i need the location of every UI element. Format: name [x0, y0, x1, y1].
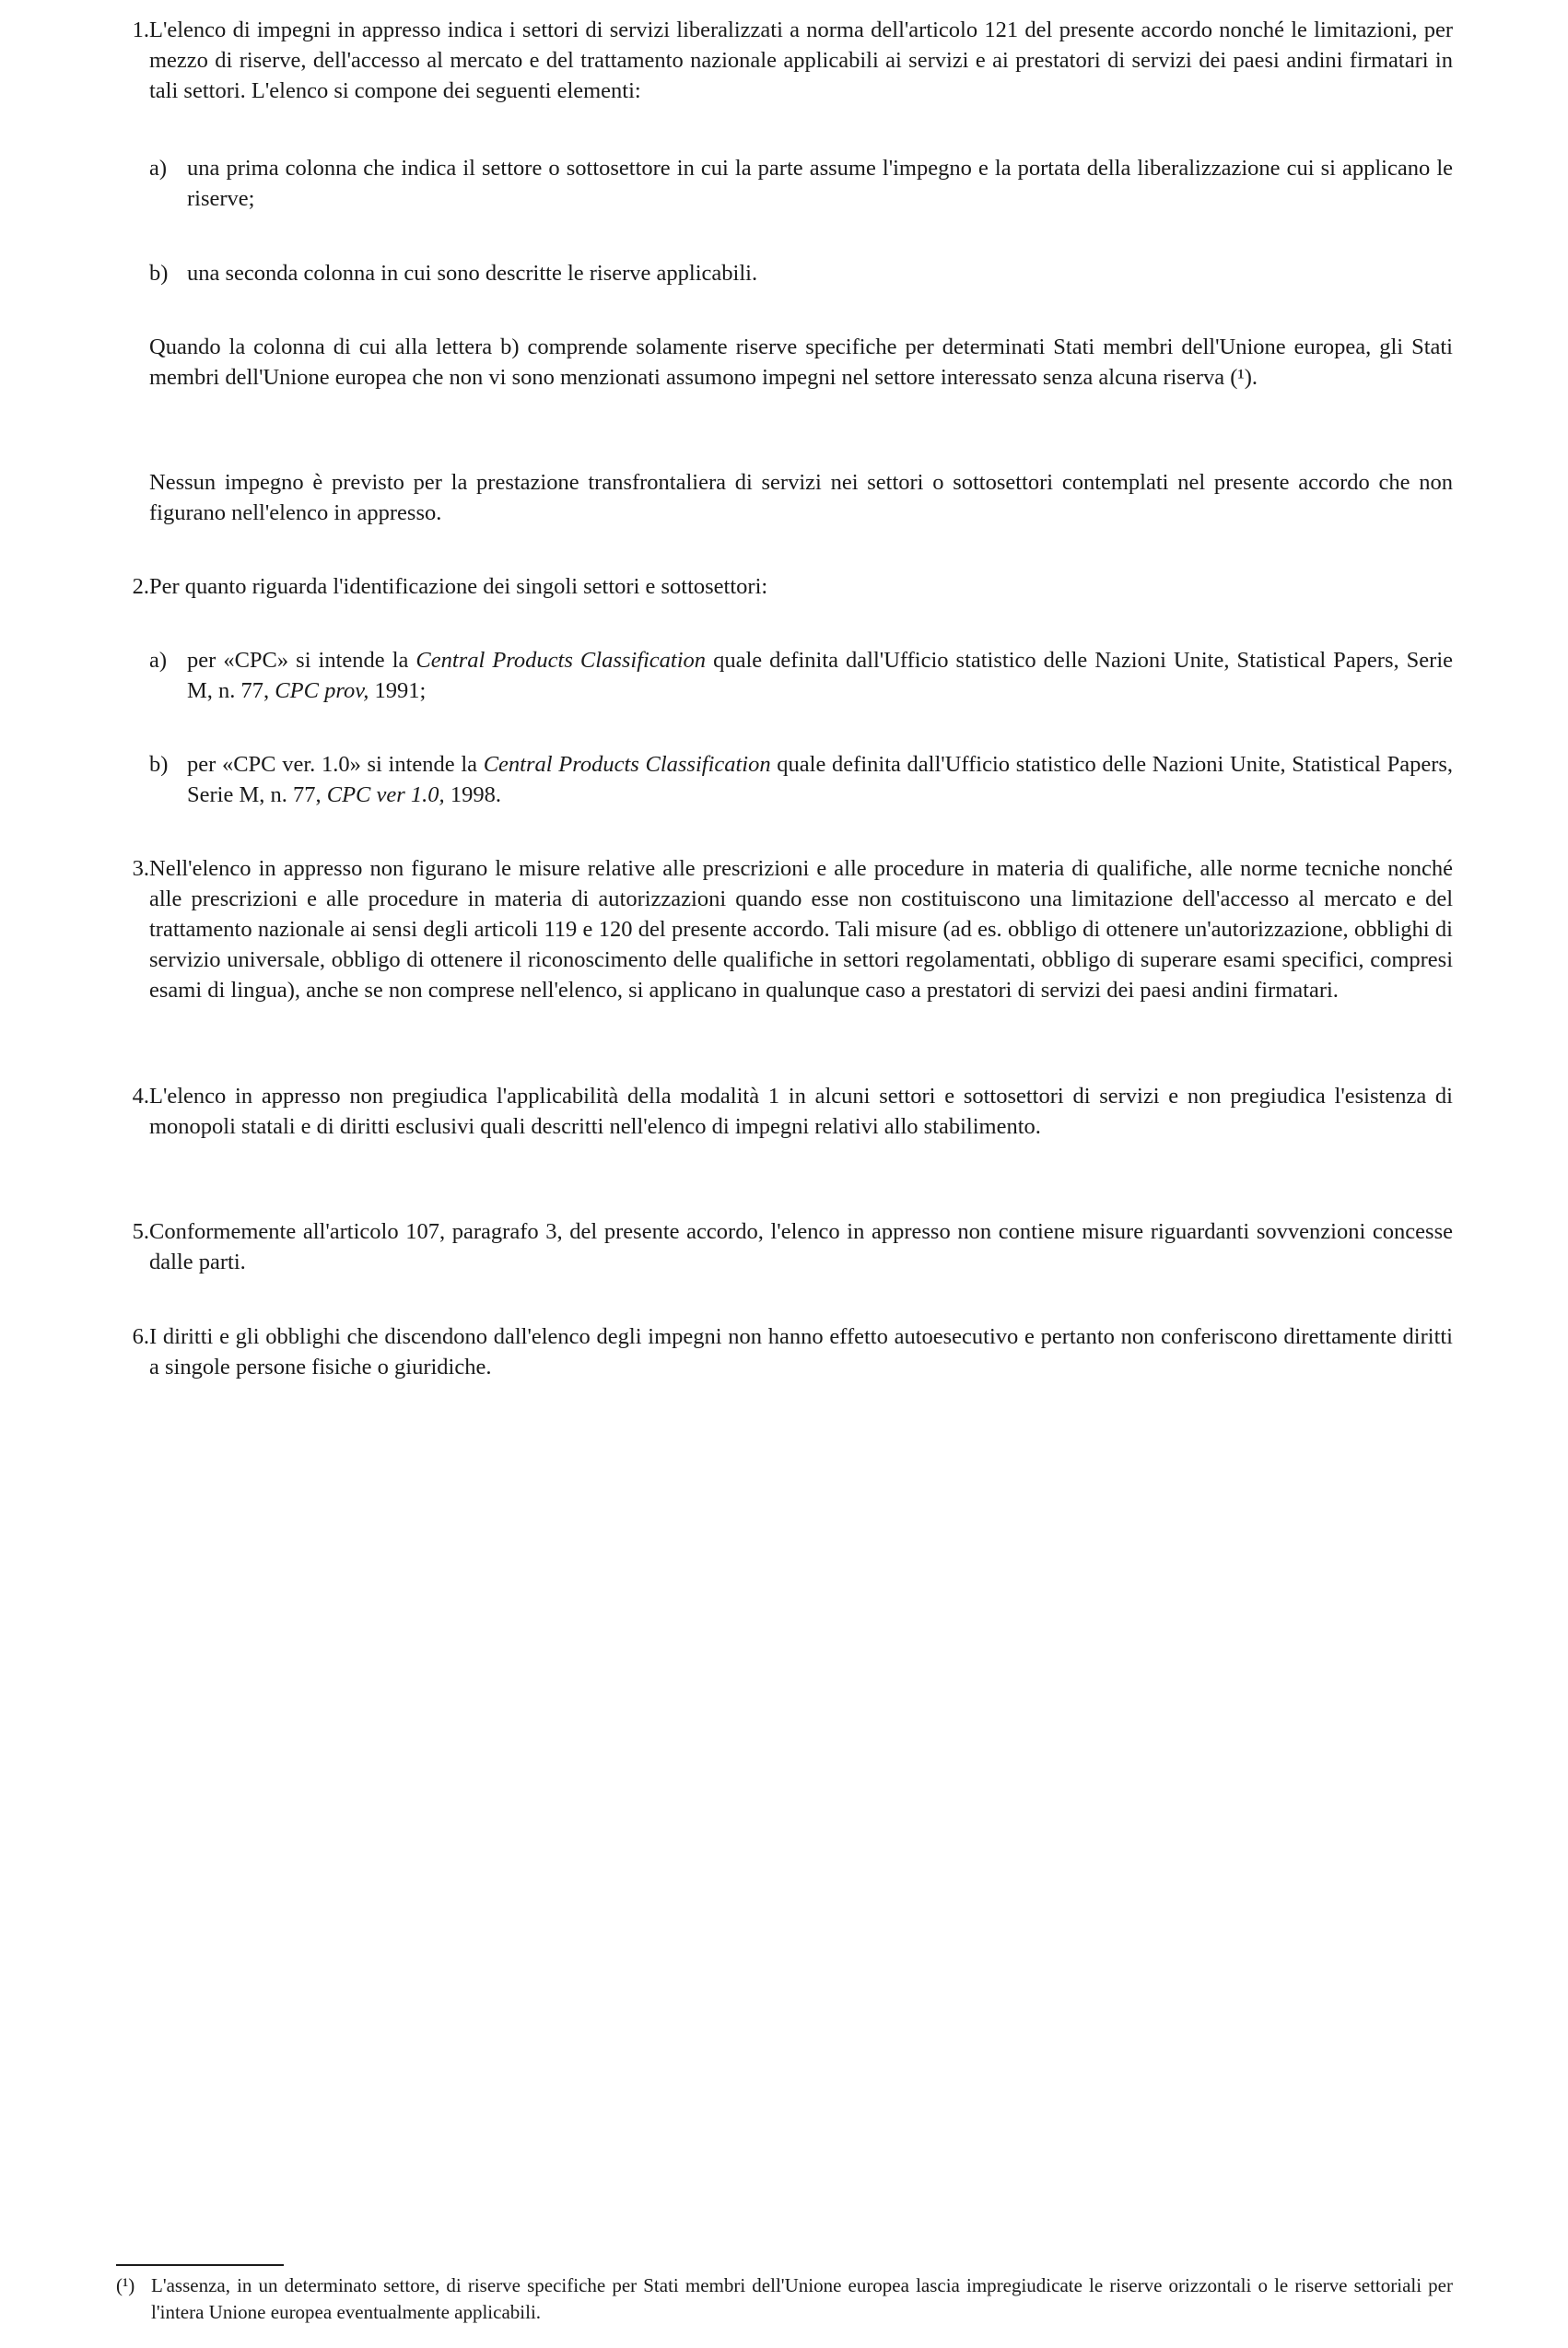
- item-6: [112, 1321, 1453, 1382]
- item-1-point-b: [149, 258, 1453, 288]
- footnote-divider: [116, 2264, 284, 2266]
- item-3: [112, 853, 1453, 1005]
- item-number: 3.: [132, 856, 149, 881]
- item-number: 5.: [132, 1219, 149, 1244]
- footnote-mark: (¹): [116, 2274, 135, 2296]
- item-number: 4.: [132, 1084, 149, 1109]
- point-text: per «CPC ver. 1.0» si intende la Central Products Classification quale definita dall'Ufficio statistico delle Nazioni Unite, Statistical Papers, Serie M, n. 77, CPC ver 1.0, 1998.: [187, 752, 1454, 807]
- footnote-text: L'assenza, in un determinato settore, di riserve specifiche per Stati membri dell'Unione europea lascia impregiudicate le riserve orizzontali o le riserve settoriali per l'intera Unione europea eventualmente applicabili.: [151, 2274, 1453, 2323]
- item-1-paragraph: Quando la colonna di cui alla lettera b) comprende solamente riserve specifiche per determinati Stati membri dell'Unione europea, gli Stati membri dell'Unione europea che non vi sono menzionati assumono impegni nel settore interessato senza alcuna riserva (¹).: [149, 335, 1453, 390]
- item-text: L'elenco in appresso non pregiudica l'applicabilità della modalità 1 in alcuni settori e sottosettori di servizi e non pregiudica l'esistenza di monopoli statali e di diritti esclusivi quali descritti nell'elenco di impegni relativi allo stabilimento.: [149, 1084, 1453, 1139]
- footnote: [116, 2272, 1453, 2326]
- item-number: 1.: [132, 18, 149, 42]
- point-label: b): [149, 261, 169, 286]
- point-label: b): [149, 752, 169, 777]
- item-number: 6.: [132, 1324, 149, 1349]
- item-1-paragraph: Nessun impegno è previsto per la prestazione transfrontaliera di servizi nei settori o sottosettori contemplati nel presente accordo che non figurano nell'elenco in appresso.: [149, 470, 1453, 525]
- item-2-point-a: [149, 645, 1453, 706]
- item-text: Per quanto riguarda l'identificazione dei singoli settori e sottosettori:: [149, 574, 768, 599]
- item-1-point-a: [149, 153, 1453, 214]
- item-1: [112, 15, 1453, 106]
- item-2: [112, 571, 1453, 602]
- point-label: a): [149, 156, 168, 181]
- item-2-point-b: [149, 749, 1453, 810]
- point-text: per «CPC» si intende la Central Products Classification quale definita dall'Ufficio statistico delle Nazioni Unite, Statistical Papers, Serie M, n. 77, CPC prov, 1991;: [187, 648, 1453, 703]
- item-text: L'elenco di impegni in appresso indica i settori di servizi liberalizzati a norma dell'articolo 121 del presente accordo nonché le limitazioni, per mezzo di riserve, dell'accesso al mercato e del trattamento nazionale applicabili ai servizi e ai prestatori di servizi dei paesi andini firmatari in tali settori. L'elenco si compone dei seguenti elementi:: [149, 18, 1453, 103]
- item-text: Nell'elenco in appresso non figurano le misure relative alle prescrizioni e alle procedure in materia di qualifiche, alle norme tecniche nonché alle prescrizioni e alle procedure in materia di autorizzazioni quando esse non costituiscono una limitazione dell'accesso al mercato e del trattamento nazionale ai sensi degli articoli 119 e 120 del presente accordo. Tali misure (ad es. obbligo di ottenere un'autorizzazione, obblighi di servizio universale, obbligo di ottenere il riconoscimento delle qualifiche in settori regolamentati, obbligo di superare esami specifici, compresi esami di lingua), anche se non comprese nell'elenco, si applicano in qualunque caso a prestatori di servizi dei paesi andini firmatari.: [149, 856, 1453, 1003]
- item-4: [112, 1081, 1453, 1142]
- point-text: una seconda colonna in cui sono descritte le riserve applicabili.: [187, 261, 758, 286]
- item-5: [112, 1216, 1453, 1277]
- item-text: Conformemente all'articolo 107, paragrafo 3, del presente accordo, l'elenco in appresso non contiene misure riguardanti sovvenzioni concesse dalle parti.: [149, 1219, 1453, 1274]
- item-text: I diritti e gli obblighi che discendono dall'elenco degli impegni non hanno effetto autoesecutivo e pertanto non conferiscono direttamente diritti a singole persone fisiche o giuridiche.: [149, 1324, 1453, 1379]
- point-text: una prima colonna che indica il settore o sottosettore in cui la parte assume l'impegno e la portata della liberalizzazione cui si applicano le riserve;: [187, 156, 1453, 211]
- point-label: a): [149, 648, 168, 673]
- item-number: 2.: [132, 574, 149, 599]
